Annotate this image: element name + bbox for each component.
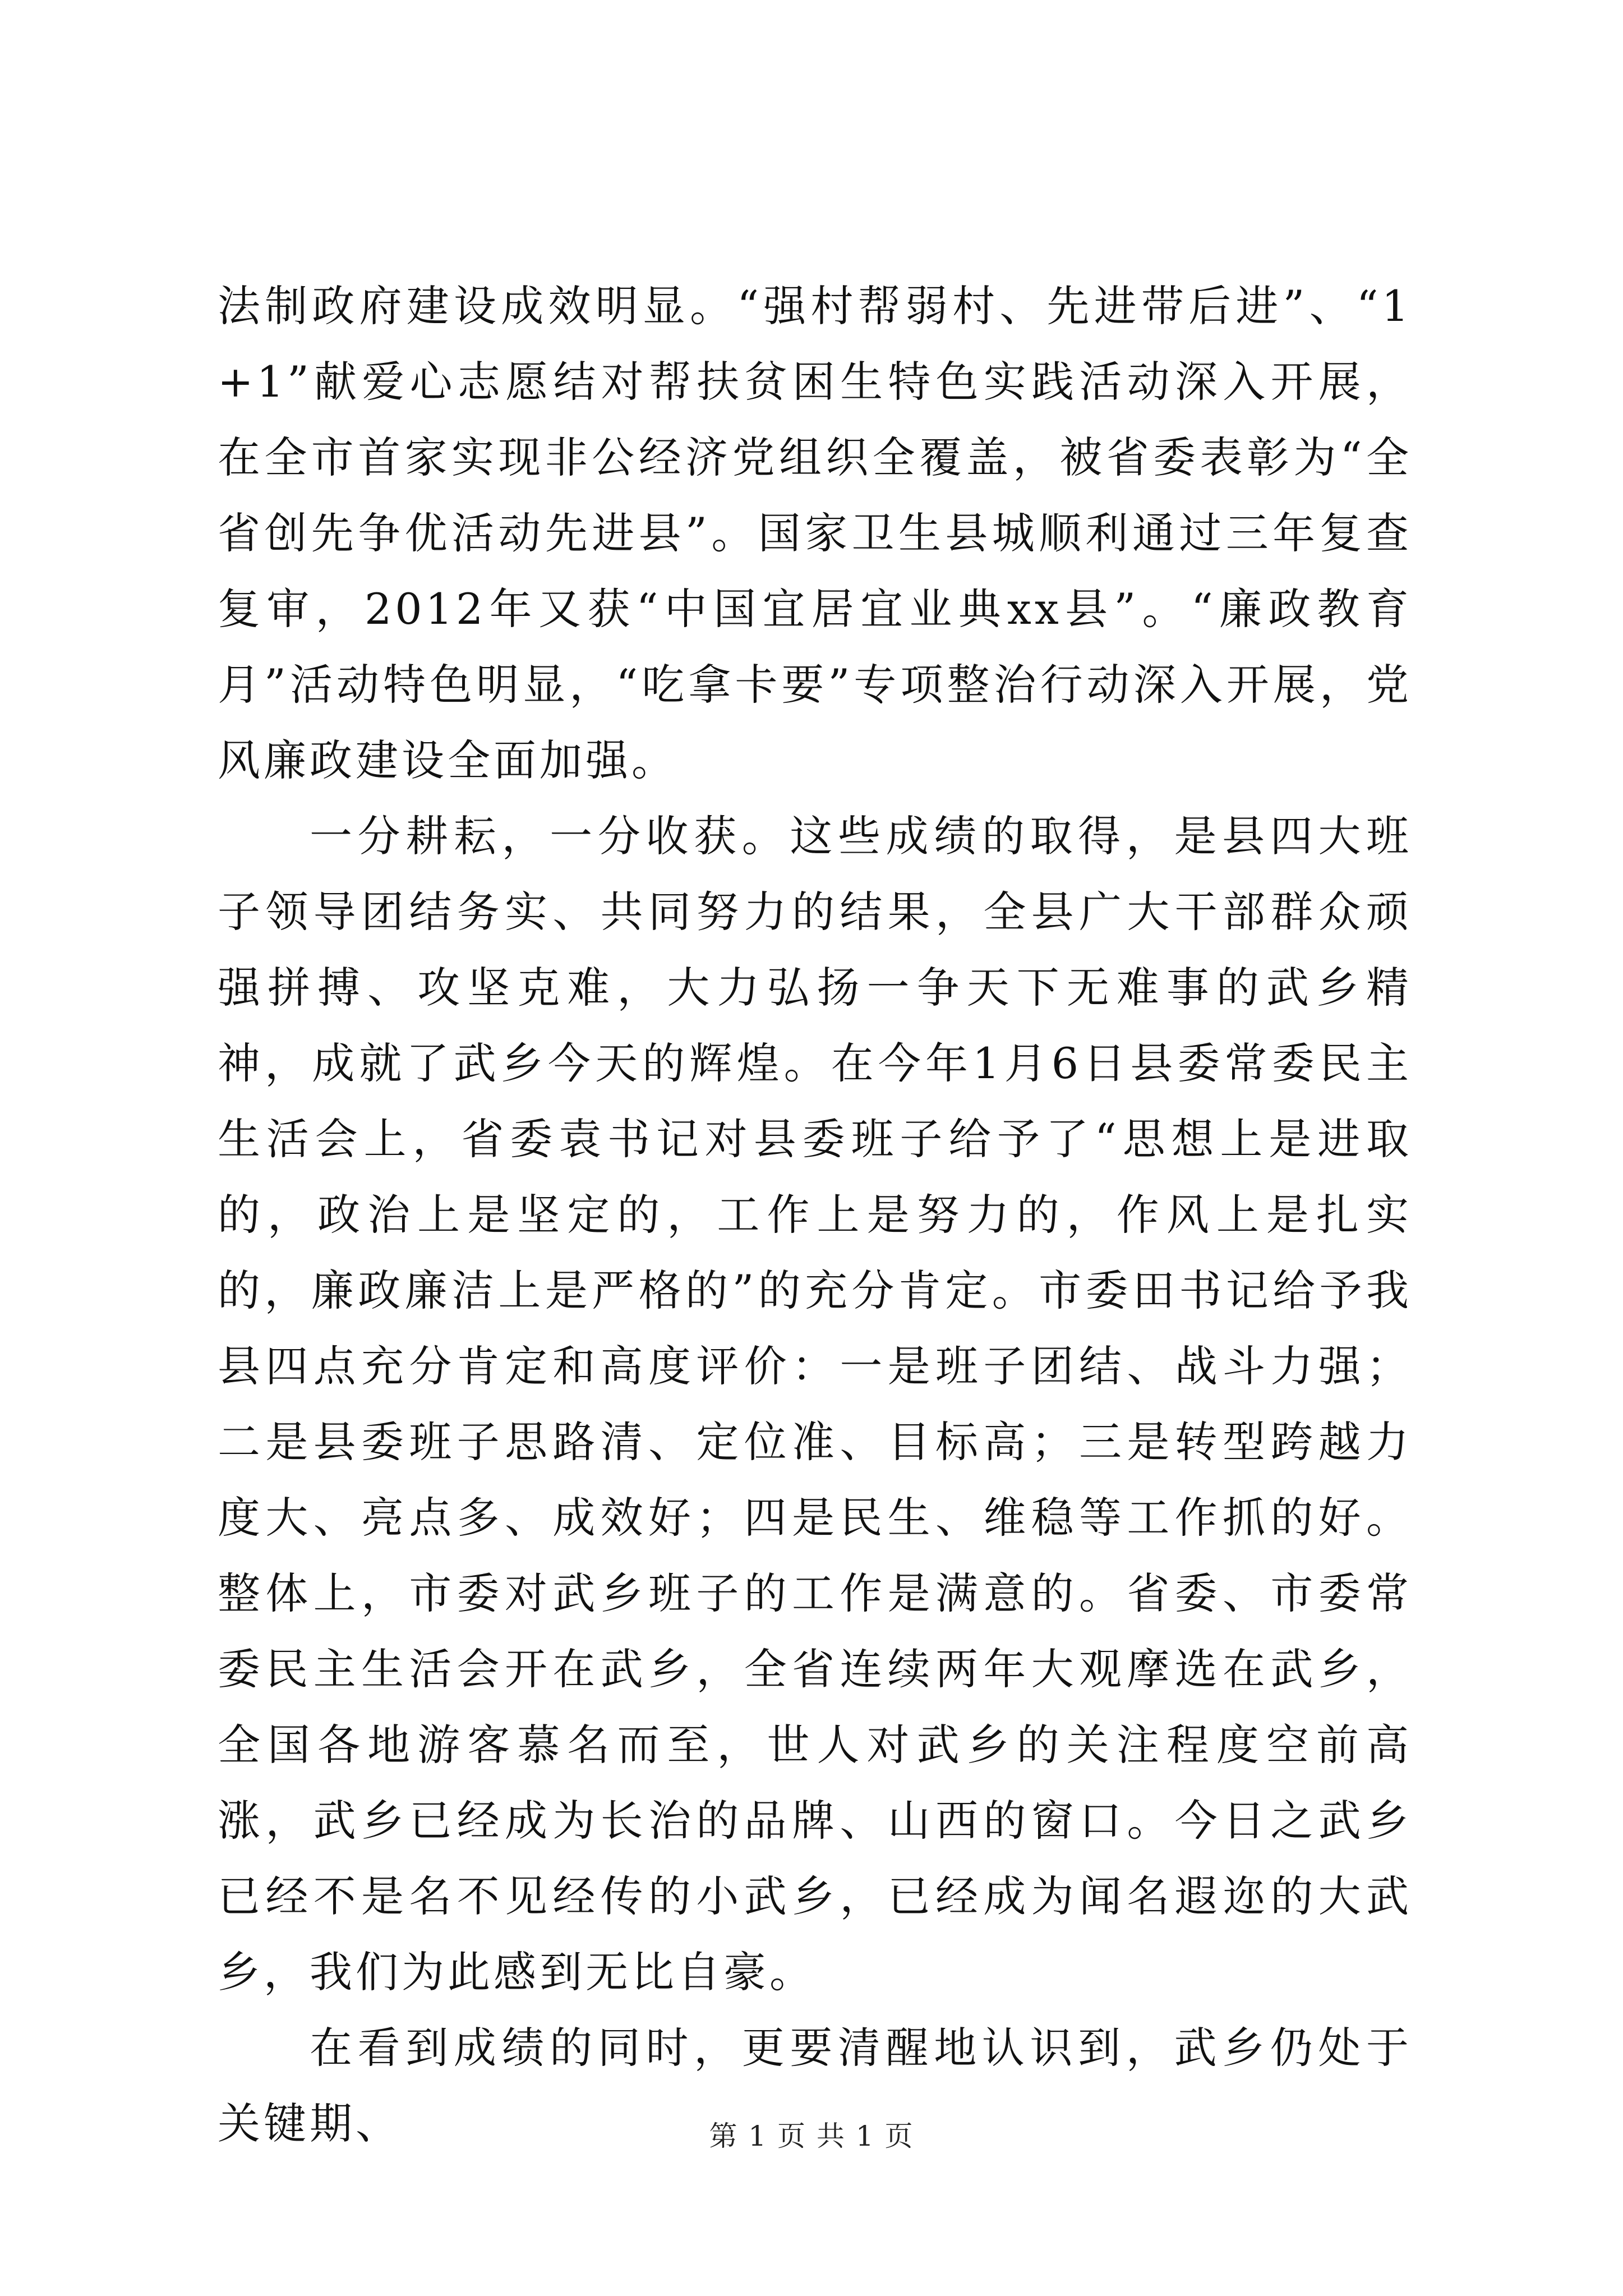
paragraph-challenges: 在看到成绩的同时，更要清醒地认识到，武乡仍处于关键期、 — [218, 2023, 1412, 2148]
page-footer: 第 1 页 共 1 页 — [709, 2120, 914, 2152]
paragraph-continuation: 法制政府建设成效明显。“强村帮弱村、先进带后进”、“1+1”献爱心志愿结对帮扶贫困生特色实践活动深入开展，在全市首家实现非公经济党组织全覆盖，被省委表彰为“全省创先争优活动先进县”。国家卫生县城顺利通过三年复查复审，2012年又获“中国宜居宜业典xx县”。“廉政教育月”活动特色明显，“吃拿卡要”专项整治行动深入开展，党风廉政建设全面加强。 — [218, 281, 1412, 785]
document-body — [218, 268, 1412, 2161]
paragraph-achievements: 一分耕耘，一分收获。这些成绩的取得，是县四大班子领导团结务实、共同努力的结果，全县广大干部群众顽强拼搏、攻坚克难，大力弘扬一争天下无难事的武乡精神，成就了武乡今天的辉煌。在今年1月6日县委常委民主生活会上，省委袁书记对县委班子给予了“思想上是进取的，政治上是坚定的，工作上是努力的，作风上是扎实的，廉政廉洁上是严格的”的充分肯定。市委田书记给予我县四点充分肯定和高度评价：一是班子团结、战斗力强；二是县委班子思路清、定位准、目标高；三是转型跨越力度大、亮点多、成效好；四是民生、维稳等工作抓的好。整体上，市委对武乡班子的工作是满意的。省委、市委常委民主生活会开在武乡，全省连续两年大观摩选在武乡，全国各地游客慕名而至，世人对武乡的关注程度空前高涨，武乡已经成为长治的品牌、山西的窗口。今日之武乡已经不是名不见经传的小武乡，已经成为闻名遐迩的大武乡，我们为此感到无比自豪。 — [218, 811, 1412, 1997]
